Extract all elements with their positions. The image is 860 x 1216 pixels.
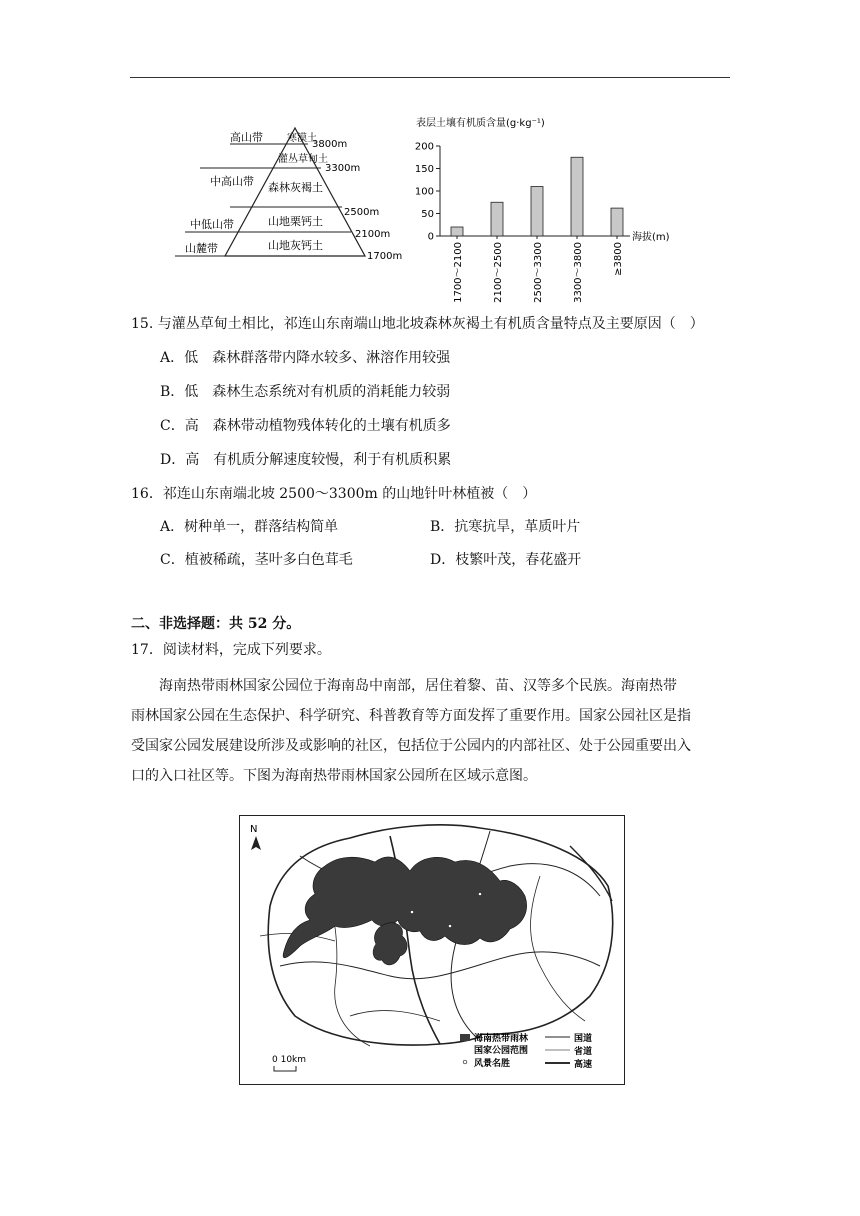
paragraph-line: 雨林国家公园在生态保护、科学研究、科普教育等方面发挥了重要作用。国家公园社区是指 xyxy=(131,708,691,724)
chart-title: 表层土壤有机质含量(g·kg⁻¹) xyxy=(416,118,545,129)
question-15-stem: 15. 与灌丛草甸土相比，祁连山东南端山地北坡森林灰褐土有机质含量特点及主要原因（ ） xyxy=(131,316,704,332)
q16-option-a: A．树种单一，群落结构简单 xyxy=(160,519,339,535)
material-paragraph xyxy=(131,671,731,791)
altitude-label: 2100m xyxy=(355,229,391,240)
x-tick-label: 2500～3300 xyxy=(533,242,544,303)
q16-option-c: C．植被稀疏，茎叶多白色茸毛 xyxy=(160,552,353,568)
zone-label: 高山带 xyxy=(230,131,263,144)
north-label: N xyxy=(250,824,258,835)
q15-option-b: B．低 森林生态系统对有机质的消耗能力较弱 xyxy=(160,384,451,400)
bar xyxy=(571,157,583,236)
soil-pyramid xyxy=(175,128,402,262)
zone-label: 山麓带 xyxy=(185,242,218,255)
paragraph-line: 受国家公园发展建设所涉及或影响的社区，包括位于公园内的内部社区、处于公园重要出入 xyxy=(131,738,691,754)
legend-provincial: 省道 xyxy=(574,1047,593,1057)
q15-option-d: D．高 有机质分解速度较慢，利于有机质积累 xyxy=(160,452,452,468)
soil-label: 寒漠土 xyxy=(287,133,317,144)
soil-label: 山地灰钙土 xyxy=(268,239,323,252)
y-tick-label: 50 xyxy=(421,209,434,220)
map-legend xyxy=(460,1032,592,1070)
legend-park-2: 国家公园范围 xyxy=(474,1046,529,1056)
q15-option-c: C．高 森林带动植物残体转化的土壤有机质多 xyxy=(160,418,451,434)
soil-figure xyxy=(170,108,730,308)
north-arrow-icon xyxy=(251,836,261,850)
park-south-shape xyxy=(373,923,407,965)
x-tick-label: ≥3800 xyxy=(613,242,624,276)
legend-highway: 高速 xyxy=(574,1060,593,1070)
legend-scenic-icon xyxy=(463,1060,467,1064)
header-rule xyxy=(130,77,730,78)
x-tick-label: 3300～3800 xyxy=(573,242,584,303)
section-heading: 二、非选择题：共 52 分。 xyxy=(131,616,301,632)
bar xyxy=(531,187,543,237)
x-tick-label: 2100～2500 xyxy=(493,242,504,303)
question-16-stem: 16．祁连山东南端北坡 2500～3300m 的山地针叶林植被（ ） xyxy=(131,486,537,502)
zone-label: 中高山带 xyxy=(210,175,254,188)
park-map xyxy=(239,815,625,1085)
y-tick-label: 100 xyxy=(414,186,434,198)
y-tick-label: 200 xyxy=(414,141,434,153)
legend-national: 国道 xyxy=(574,1034,593,1044)
legend-park-swatch xyxy=(460,1034,470,1041)
map-drawing xyxy=(240,816,624,1084)
q16-option-d: D．枝繁叶茂，春花盛开 xyxy=(430,552,582,568)
scale-bar xyxy=(272,1055,306,1071)
paragraph-line: 口的入口社区等。下图为海南热带雨林国家公园所在区域示意图。 xyxy=(131,768,537,784)
y-tick-label: 150 xyxy=(414,164,434,175)
zone-label: 中低山带 xyxy=(190,218,234,231)
legend-park: 海南热带雨林 xyxy=(474,1034,529,1044)
soil-label: 灌丛草甸土 xyxy=(278,154,328,165)
altitude-label: 3300m xyxy=(325,163,361,174)
legend-scenic: 风景名胜 xyxy=(474,1059,511,1069)
bar-chart xyxy=(415,116,670,303)
x-tick-label: 1700～2100 xyxy=(453,242,464,303)
soil-label: 森林灰褐土 xyxy=(268,181,323,194)
question-17-stem: 17．阅读材料，完成下列要求。 xyxy=(131,642,331,658)
q15-option-a: A．低 森林群落带内降水较多、淋溶作用较强 xyxy=(160,350,451,366)
paragraph-line: 海南热带雨林国家公园位于海南岛中南部，居住着黎、苗、汉等多个民族。海南热带 xyxy=(159,678,677,694)
bar xyxy=(491,202,503,236)
bar xyxy=(611,208,623,236)
altitude-label: 2500m xyxy=(344,207,380,218)
y-tick-label: 0 xyxy=(427,231,434,243)
q16-option-b: B．抗寒抗旱，革质叶片 xyxy=(430,519,581,535)
x-axis-label: 海拔(m) xyxy=(632,232,670,243)
altitude-label: 3800m xyxy=(312,139,348,150)
scale-label: 0 10km xyxy=(272,1055,307,1065)
bar xyxy=(451,227,463,236)
soil-label: 山地栗钙土 xyxy=(268,215,323,228)
altitude-label: 1700m xyxy=(367,251,403,262)
park-area xyxy=(283,857,527,965)
